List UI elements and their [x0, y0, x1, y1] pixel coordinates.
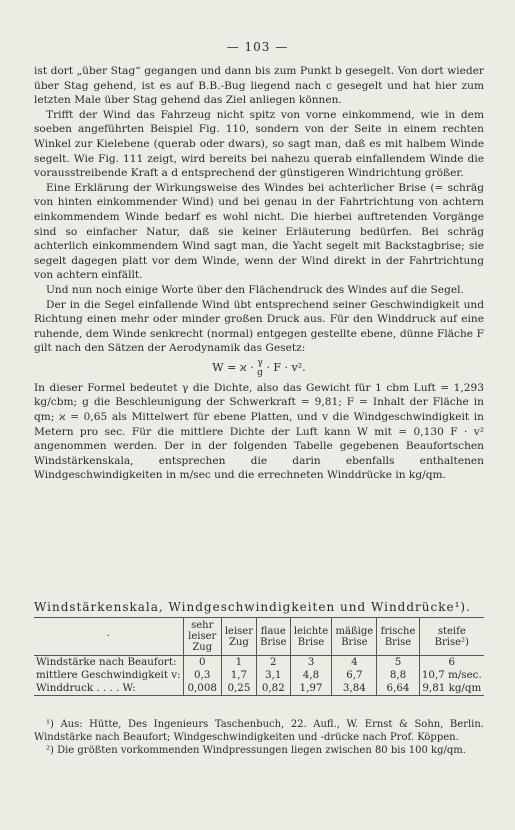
formula-fraction: [257, 358, 263, 378]
paragraph: ist dort „über Stag“ gegangen und dann bis zum Punkt b gesegelt. Von dort wieder über Stag gehend, ist es auf B.B.-Bug liegend nach c gesegelt und hat hier zum letzten Male über Stag gehend das Ziel anliegen können.: [34, 65, 484, 107]
table-title: Windstärkenskala, Windgeschwindigkeiten und Winddrücke¹).: [34, 600, 471, 614]
body-text: [34, 64, 484, 483]
table-header-row: [34, 618, 484, 656]
table-cell: 0,3: [183, 669, 221, 682]
table-cell: 8,8: [377, 669, 419, 682]
row-label: Windstärke nach Beaufort:: [36, 656, 177, 668]
formula-denominator: g: [257, 367, 263, 378]
paragraph: Eine Erklärung der Wirkungsweise des Windes bei achterlicher Brise (= schräg von hinten einkommender Wind) und bei genau in der Fahrtrichtung von achtern einkommendem Winde bedarf es wohl nicht. Die hierbei auftretenden Vorgänge sind so einfacher Natur, daß sie keiner Erläuterung bedürfen. Bei schräg achterlich einkommendem Wind sagt man, die Yacht segelt mit Backstagbrise; sie segelt dagegen platt vor dem Winde, wenn der Wind direkt in der Fahrtrichtung von achtern einfällt.: [34, 181, 484, 282]
table-cell: 4,8: [290, 669, 332, 682]
table-cell: 5: [377, 656, 419, 670]
table-header: leiser Zug: [221, 618, 256, 656]
table-cell: 0: [183, 656, 221, 670]
table-cell: 0,25: [221, 682, 256, 696]
table-cell: 2: [256, 656, 290, 670]
table-cell: 6,64: [377, 682, 419, 696]
table-cell: 1,97: [290, 682, 332, 696]
wind-scale-table: [34, 617, 484, 696]
table-cell: 1: [221, 656, 256, 670]
page-number: — 103 —: [226, 40, 289, 54]
formula-right: · F · v².: [266, 360, 306, 374]
table-row: [34, 669, 484, 682]
paragraph: Und nun noch einige Worte über den Flächendruck des Windes auf die Segel.: [46, 283, 464, 296]
table-cell: 0,008: [183, 682, 221, 696]
paragraph: Der in die Segel einfallende Wind übt entsprechend seiner Geschwindigkeit und Richtung einen mehr oder minder großen Druck aus. Für den Winddruck auf eine ruhende, dem Winde senkrecht (normal) entgegen gestellte ebene, dünne Fläche F gilt nach den Sätzen der Aerodynamik das Gesetz:: [34, 298, 484, 355]
footnotes: [34, 718, 484, 757]
formula-numerator: γ: [257, 357, 263, 368]
table-cell: 3,84: [332, 682, 377, 696]
table-row: [34, 656, 484, 670]
table-header: flaue Brise: [256, 618, 290, 656]
paragraph: Trifft der Wind das Fahrzeug nicht spitz von vorne einkommend, wie in dem soeben angeführten Beispiel Fig. 110, sondern von der Seite in einem rechten Winkel zur Kielebene (querab oder dwars), so sagt man, daß es mit halbem Winde segelt. Wie Fig. 111 zeigt, wird bereits bei nahezu querab einfallendem Winde die vorausstreibende Kraft a d entsprechend der günstigeren Windrichtung größer.: [34, 108, 484, 180]
formula-left: W = ϰ ·: [212, 360, 254, 374]
row-label: mittlere Geschwindigkeit v:: [36, 669, 181, 681]
table-cell: 3: [290, 656, 332, 670]
table-header-blank: ·: [106, 631, 110, 642]
table-cell: 3,1: [256, 669, 290, 682]
table-cell: 9,81 kg/qm: [419, 682, 484, 696]
footnote: ²) Die größten vorkommenden Windpressungen liegen zwischen 80 bis 100 kg/qm.: [46, 745, 466, 756]
table-cell: 10,7 m/sec.: [419, 669, 484, 682]
table-cell: 6,7: [332, 669, 377, 682]
table-header: mäßige Brise: [332, 618, 377, 656]
paragraph: In dieser Formel bedeutet γ die Dichte, also das Gewicht für 1 cbm Luft = 1,293 kg/cbm; g die Beschleunigung der Schwerkraft = 9,81; F = Inhalt der Fläche in qm; ϰ = 0,65 als Mittelwert für ebene Platten, und v die Windgeschwindigkeit in Metern pro sec. Für die mittlere Dichte der Luft kann W mit = 0,130 F · v² angenommen werden. Der in der folgenden Tabelle gegebenen Beaufortschen Windstärkenskala, entsprechen die darin ebenfalls enthaltenen Windgeschwindigkeiten in m/sec und die errechneten Winddrücke in kg/qm.: [34, 381, 484, 482]
table-cell: 6: [419, 656, 484, 670]
table-header: sehr leiser Zug: [183, 618, 221, 656]
table-cell: 4: [332, 656, 377, 670]
table-header: frische Brise: [377, 618, 419, 656]
table-row: [34, 682, 484, 696]
table-cell: 0,82: [256, 682, 290, 696]
table-header: steife Brise²): [419, 618, 484, 656]
table-cell: 1,7: [221, 669, 256, 682]
footnote: ¹) Aus: Hütte, Des Ingenieurs Taschenbuch, 22. Aufl., W. Ernst & Sohn, Berlin. Windstärke nach Beaufort; Windgeschwindigkeiten und -drücke nach Prof. Köppen.: [34, 719, 484, 743]
wind-pressure-formula: [34, 358, 484, 378]
table-header: leichte Brise: [290, 618, 332, 656]
row-label: Winddruck . . . . W:: [36, 682, 136, 694]
